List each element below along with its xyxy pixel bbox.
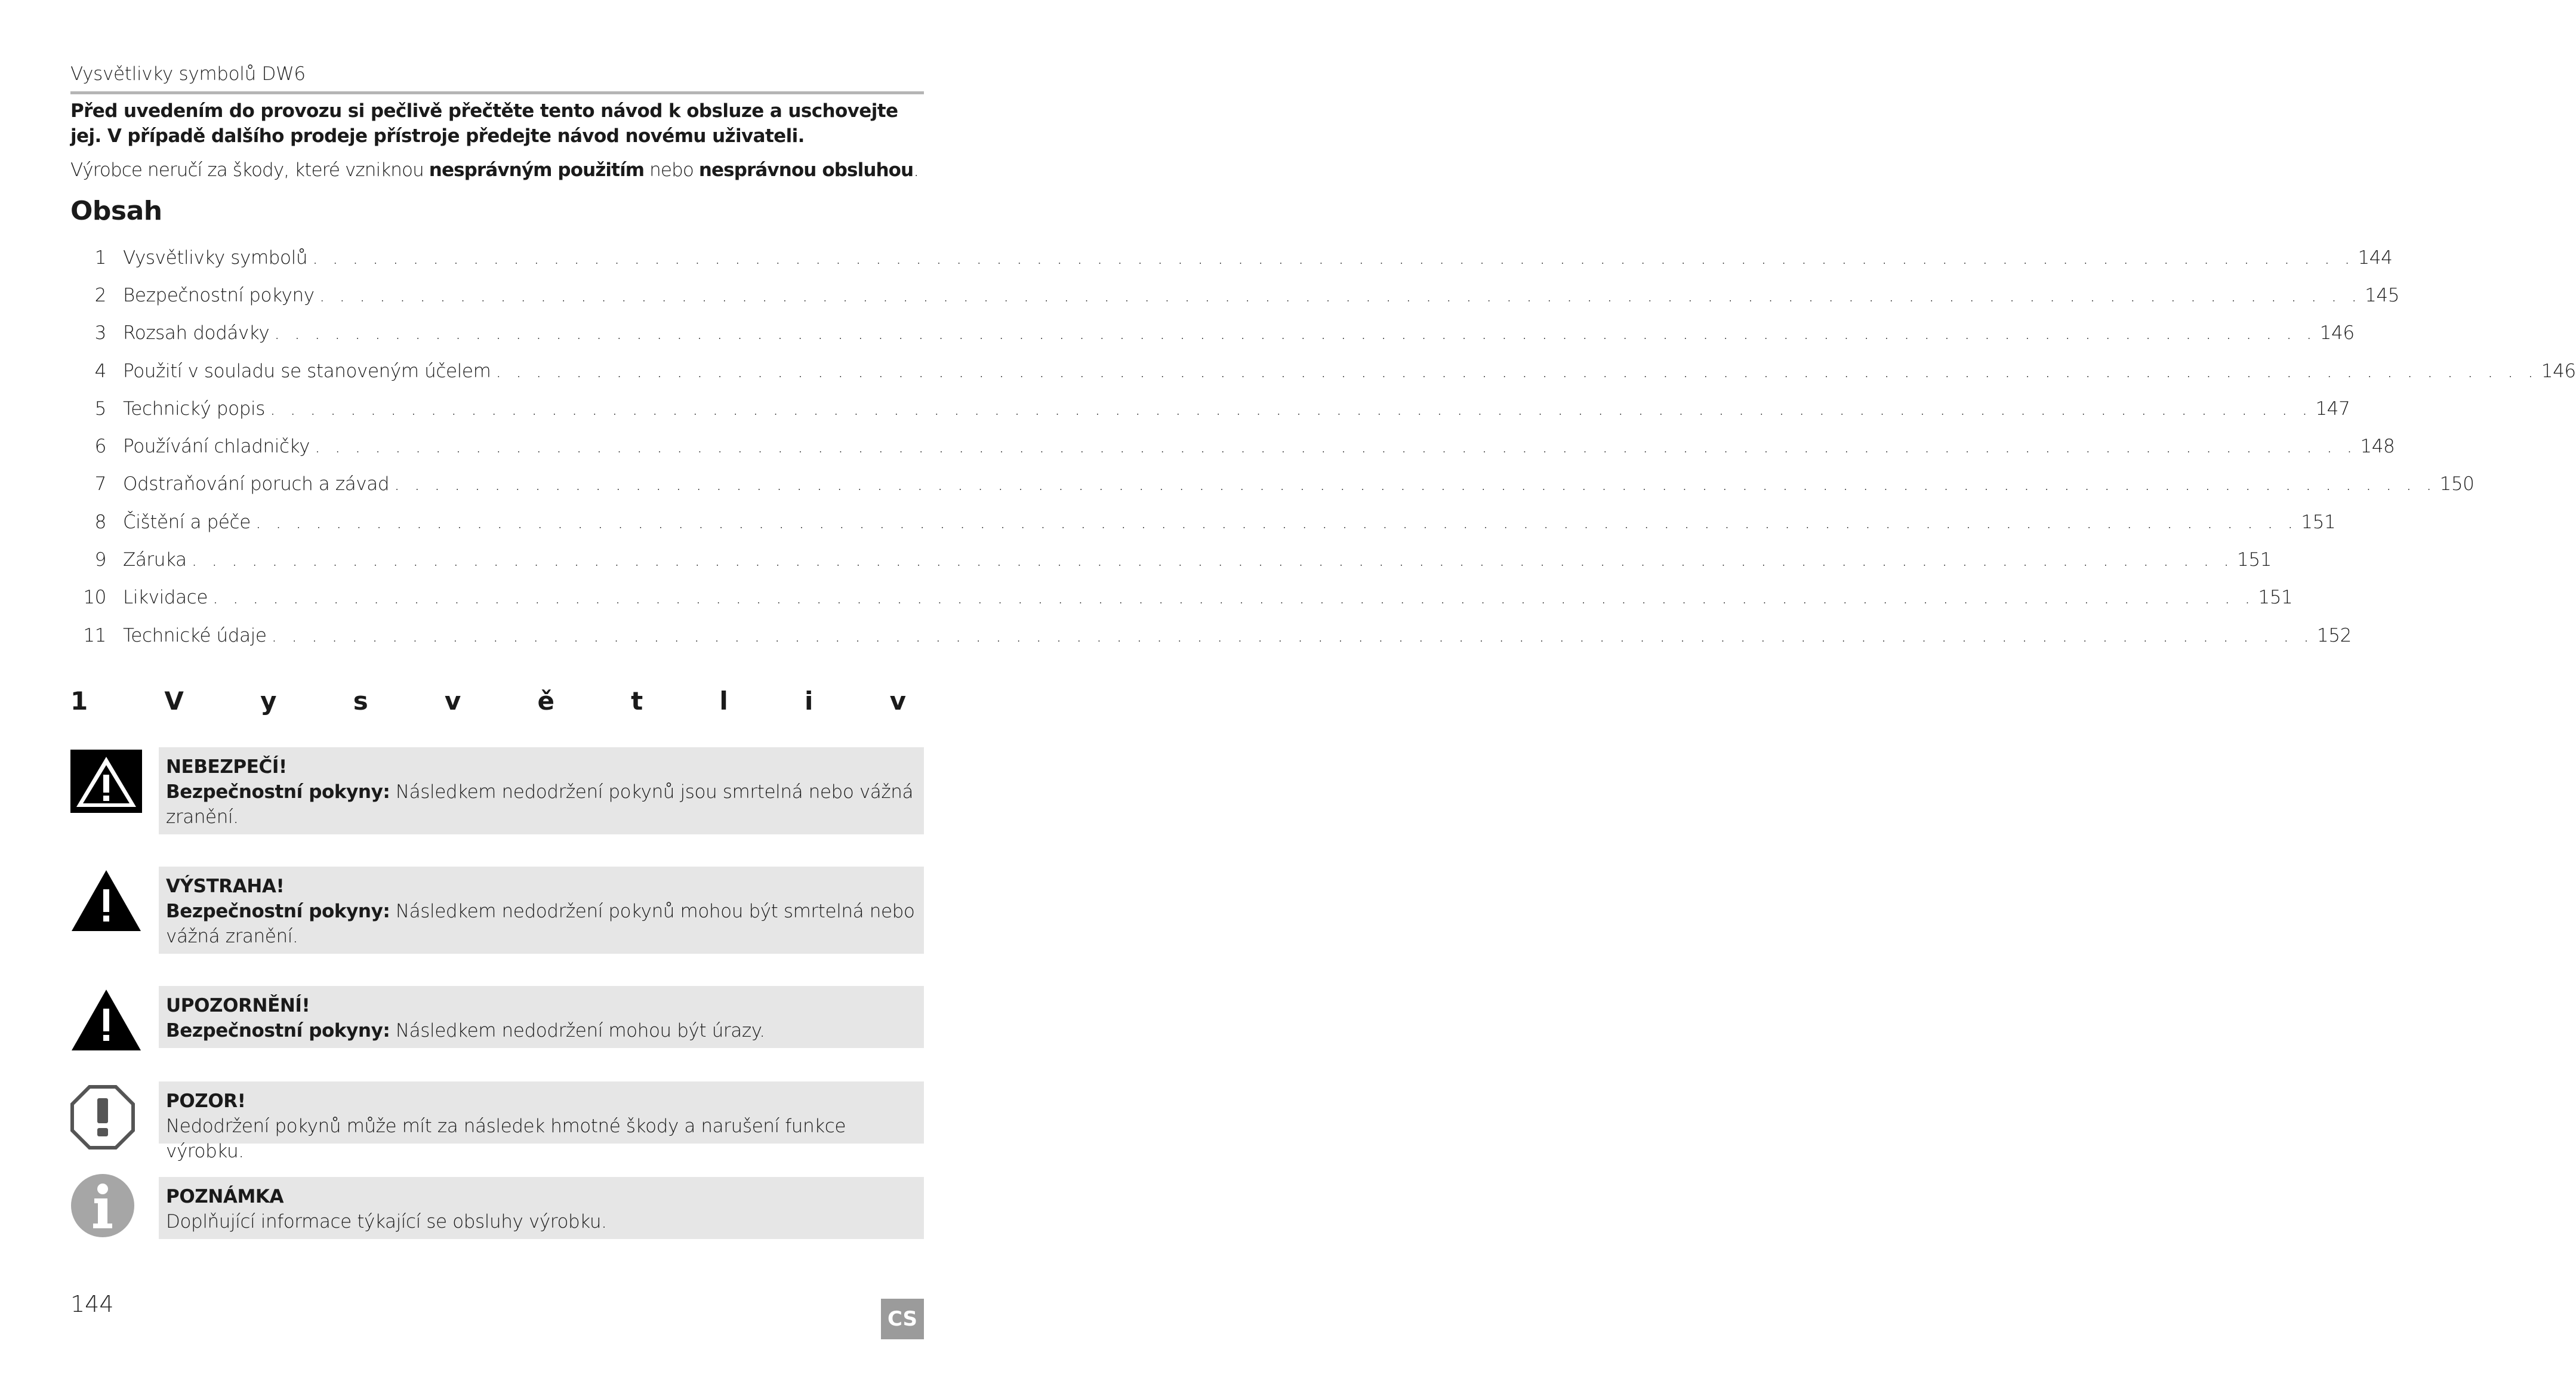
table-of-contents [70, 239, 2576, 654]
toc-entry[interactable] [70, 390, 2350, 427]
toc-dot-leader: . . . . . . . . . . . . . . . . . . . . . . . . . . . . . . . . . . . . . . . . . . . . . . . . . . . . . . . . . . . . . . . . . . . . . . . . . . . . . . . . . . . . . . . . . . . . . . . . . . . . . . [394, 473, 2436, 495]
liability-text-part: . [913, 159, 919, 181]
toc-entry-title: Záruka [123, 549, 187, 571]
toc-entry[interactable] [70, 352, 2576, 390]
page-number: 144 [70, 1291, 114, 1317]
info-icon [70, 1173, 142, 1240]
toc-entry-page: 148 [2360, 436, 2395, 458]
notice-text: Doplňující informace týkající se obsluhy výrobku. [166, 1211, 607, 1232]
notice-text: Následkem nedodržení pokynů jsou smrtelná nebo vážná zranění. [166, 781, 914, 828]
toc-heading: Obsah [70, 196, 162, 226]
toc-entry-page: 151 [2237, 549, 2272, 571]
toc-dot-leader: . . . . . . . . . . . . . . . . . . . . . . . . . . . . . . . . . . . . . . . . . . . . . . . . . . . . . . . . . . . . . . . . . . . . . . . . . . . . . . . . . . . . . . . . . . . . . . . . . . . . . . [191, 549, 2234, 571]
notice-attention-box [159, 1081, 924, 1162]
toc-entry[interactable] [70, 541, 2272, 578]
notice-title: UPOZORNĚNÍ! [166, 995, 310, 1016]
toc-entry[interactable] [70, 503, 2336, 541]
toc-entry-page: 146 [2541, 360, 2576, 382]
section-heading-char: V [164, 686, 184, 716]
liability-bold-operation: nesprávnou obsluhou [698, 159, 914, 181]
header-rule [70, 91, 924, 94]
toc-entry-number: 10 [83, 587, 106, 609]
section-heading-char: t [631, 686, 643, 716]
toc-entry-page: 147 [2315, 397, 2350, 420]
toc-entry-title: Čištění a péče [123, 511, 251, 533]
toc-entry-title: Vysvětlivky symbolů [123, 246, 308, 269]
language-badge: CS [881, 1299, 924, 1339]
toc-entry-title: Rozsah dodávky [123, 322, 270, 344]
toc-entry-title: Likvidace [123, 587, 208, 609]
running-head: Vysvětlivky symbolů DW6 [70, 63, 306, 85]
section-heading-char: l [719, 686, 728, 716]
toc-entry-page: 150 [2439, 473, 2475, 495]
toc-entry-page: 151 [2258, 587, 2293, 609]
toc-entry[interactable] [70, 276, 2400, 314]
toc-entry-title: Technické údaje [123, 624, 267, 646]
toc-dot-leader: . . . . . . . . . . . . . . . . . . . . . . . . . . . . . . . . . . . . . . . . . . . . . . . . . . . . . . . . . . . . . . . . . . . . . . . . . . . . . . . . . . . . . . . . . . . . . . . . . . . . . . [271, 624, 2313, 646]
toc-entry-page: 145 [2365, 284, 2400, 306]
toc-entry[interactable] [70, 617, 2352, 654]
section-heading-char: ě [537, 686, 554, 716]
toc-entry-page: 146 [2319, 322, 2355, 344]
toc-entry-number: 2 [94, 284, 106, 306]
section-heading-char: 1 [70, 686, 88, 716]
toc-dot-leader: . . . . . . . . . . . . . . . . . . . . . . . . . . . . . . . . . . . . . . . . . . . . . . . . . . . . . . . . . . . . . . . . . . . . . . . . . . . . . . . . . . . . . . . . . . . . . . . . . . . . . . [255, 511, 2298, 533]
notice-label: Bezpečnostní pokyny: [166, 901, 390, 922]
notice-label: Bezpečnostní pokyny: [166, 781, 390, 803]
intro-warning-text: Před uvedením do provozu si pečlivě přečtěte tento návod k obsluze a uschovejte jej. V případě dalšího prodeje přístroje předejte návod novému uživateli. [70, 100, 898, 147]
toc-entry-number: 11 [83, 624, 106, 646]
toc-entry[interactable] [70, 427, 2395, 465]
notice-title: POZNÁMKA [166, 1186, 284, 1207]
notice-title: POZOR! [166, 1090, 246, 1112]
toc-entry-title: Používání chladničky [123, 436, 310, 458]
toc-entry[interactable] [70, 466, 2475, 503]
toc-entry-page: 152 [2316, 624, 2352, 646]
liability-bold-misuse: nesprávným použitím [429, 159, 645, 181]
toc-entry[interactable] [70, 239, 2393, 276]
notice-caution-box [159, 986, 924, 1048]
toc-dot-leader: . . . . . . . . . . . . . . . . . . . . . . . . . . . . . . . . . . . . . . . . . . . . . . . . . . . . . . . . . . . . . . . . . . . . . . . . . . . . . . . . . . . . . . . . . . . . . . . . . . . . . . [495, 360, 2538, 382]
warning-triangle-icon [70, 869, 142, 935]
toc-entry[interactable] [70, 579, 2293, 617]
section-heading-char: v [444, 686, 461, 716]
notice-note-box [159, 1177, 924, 1239]
toc-dot-leader: . . . . . . . . . . . . . . . . . . . . . . . . . . . . . . . . . . . . . . . . . . . . . . . . . . . . . . . . . . . . . . . . . . . . . . . . . . . . . . . . . . . . . . . . . . . . . . . . . . . . . . [315, 436, 2357, 458]
toc-entry-number: 7 [94, 473, 106, 495]
toc-entry-title: Použití v souladu se stanoveným účelem [123, 360, 491, 382]
liability-text-part: nebo [644, 159, 699, 181]
toc-entry-title: Technický popis [123, 397, 265, 420]
toc-dot-leader: . . . . . . . . . . . . . . . . . . . . . . . . . . . . . . . . . . . . . . . . . . . . . . . . . . . . . . . . . . . . . . . . . . . . . . . . . . . . . . . . . . . . . . . . . . . . . . . . . . . . . . [212, 587, 2255, 609]
notice-text: Nedodržení pokynů může mít za následek hmotné škody a narušení funkce výrobku. [166, 1115, 846, 1162]
toc-entry-title: Bezpečnostní pokyny [123, 284, 315, 306]
section-heading [70, 686, 906, 716]
liability-text-part: Výrobce neručí za škody, které vzniknou [70, 159, 429, 181]
notice-warning-box [159, 867, 924, 954]
section-heading-char: s [353, 686, 368, 716]
danger-warning-icon [70, 750, 142, 815]
notice-danger-box [159, 747, 924, 834]
toc-entry[interactable] [70, 315, 2355, 352]
notice-text: Následkem nedodržení pokynů mohou být smrtelná nebo vážná zranění. [166, 901, 915, 947]
section-heading-char: v [889, 686, 906, 716]
liability-text [70, 158, 930, 183]
toc-dot-leader: . . . . . . . . . . . . . . . . . . . . . . . . . . . . . . . . . . . . . . . . . . . . . . . . . . . . . . . . . . . . . . . . . . . . . . . . . . . . . . . . . . . . . . . . . . . . . . . . . . . . . . [319, 284, 2362, 306]
toc-entry-page: 144 [2358, 246, 2393, 269]
notice-octagon-icon [70, 1085, 142, 1152]
toc-dot-leader: . . . . . . . . . . . . . . . . . . . . . . . . . . . . . . . . . . . . . . . . . . . . . . . . . . . . . . . . . . . . . . . . . . . . . . . . . . . . . . . . . . . . . . . . . . . . . . . . . . . . . . [269, 397, 2312, 420]
notice-title: NEBEZPEČÍ! [166, 756, 287, 778]
toc-entry-number: 5 [94, 397, 106, 420]
notice-text: Následkem nedodržení mohou být úrazy. [390, 1020, 765, 1041]
toc-entry-number: 4 [94, 360, 106, 382]
toc-dot-leader: . . . . . . . . . . . . . . . . . . . . . . . . . . . . . . . . . . . . . . . . . . . . . . . . . . . . . . . . . . . . . . . . . . . . . . . . . . . . . . . . . . . . . . . . . . . . . . . . . . . . . . [312, 246, 2355, 269]
toc-entry-page: 151 [2301, 511, 2336, 533]
notice-label: Bezpečnostní pokyny: [166, 1020, 390, 1041]
notice-title: VÝSTRAHA! [166, 876, 285, 897]
caution-triangle-icon [70, 988, 142, 1054]
manual-page [70, 0, 2576, 1396]
toc-entry-number: 8 [94, 511, 106, 533]
toc-entry-title: Odstraňování poruch a závad [123, 473, 390, 495]
toc-entry-number: 1 [94, 246, 106, 269]
toc-entry-number: 9 [94, 549, 106, 571]
section-heading-char: y [260, 686, 277, 716]
toc-entry-number: 3 [94, 322, 106, 344]
toc-entry-number: 6 [94, 436, 106, 458]
section-heading-char: i [805, 686, 814, 716]
toc-dot-leader: . . . . . . . . . . . . . . . . . . . . . . . . . . . . . . . . . . . . . . . . . . . . . . . . . . . . . . . . . . . . . . . . . . . . . . . . . . . . . . . . . . . . . . . . . . . . . . . . . . . . . . [274, 322, 2316, 344]
